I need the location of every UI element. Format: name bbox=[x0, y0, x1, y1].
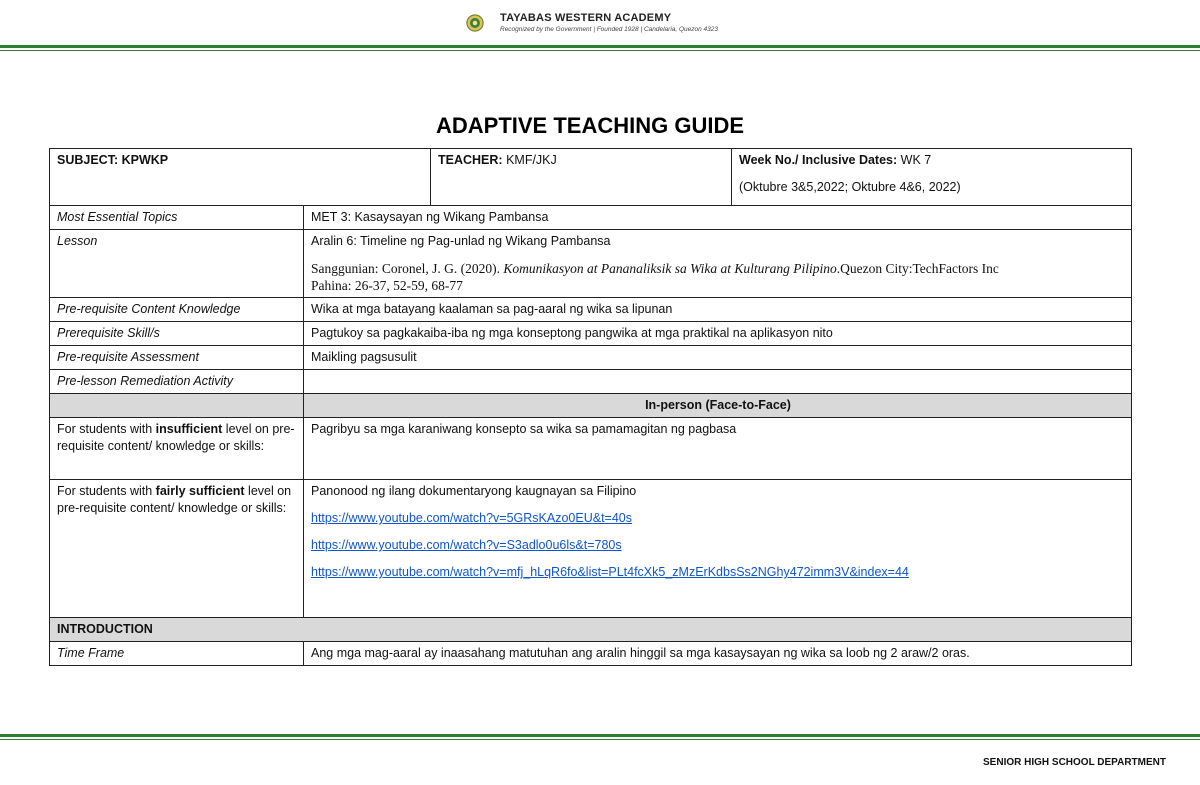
week-label: Week No./ Inclusive Dates: bbox=[739, 153, 898, 167]
page-header bbox=[0, 0, 1200, 60]
fairly-keyword: fairly sufficient bbox=[155, 484, 245, 498]
page-title: ADAPTIVE TEACHING GUIDE bbox=[435, 113, 745, 138]
school-name: TAYABAS WESTERN ACADEMY bbox=[500, 12, 672, 24]
video-link-3[interactable]: https://www.youtube.com/watch?v=mfj_hLqR6fo&list=PLt4fcXk5_zMzErKdbsSs2NGhy472imm3V&index=44 bbox=[311, 565, 909, 579]
table-row bbox=[50, 642, 1132, 666]
row-value: Panonood ng ilang dokumentaryong kaugnayan sa Filipino bbox=[311, 484, 637, 498]
teacher-value: KMF/JKJ bbox=[502, 153, 557, 167]
school-seal-icon bbox=[466, 14, 484, 32]
video-link-2[interactable]: https://www.youtube.com/watch?v=S3adlo0u6ls&t=780s bbox=[311, 538, 622, 552]
teacher-cell bbox=[431, 149, 732, 206]
lesson-source: Sanggunian: Coronel, J. G. (2020). Komunikasyon at Pananaliksik sa Wika at Kulturang Pilipino.Quezon City:TechFactors Inc bbox=[311, 261, 999, 276]
teaching-guide-table bbox=[49, 148, 1132, 666]
modality-blank-cell bbox=[50, 394, 304, 418]
row-value: MET 3: Kasaysayan ng Wikang Pambansa bbox=[304, 206, 1132, 230]
subject-cell bbox=[50, 149, 431, 206]
fairly-value-cell bbox=[304, 480, 1132, 618]
row-value bbox=[304, 370, 1132, 394]
row-value: Pagtukoy sa pagkakaiba-iba ng mga konseptong pangwika at mga praktikal na aplikasyon nito bbox=[304, 322, 1132, 346]
row-value: Ang mga mag-aaral ay inaasahang matutuhan ang aralin hinggil sa mga kasaysayan ng wika sa loob ng 2 araw/2 oras. bbox=[304, 642, 1132, 666]
table-row bbox=[50, 370, 1132, 394]
table-row bbox=[50, 418, 1132, 480]
footer-rule-thin bbox=[0, 739, 1200, 740]
modality-row bbox=[50, 394, 1132, 418]
school-subtitle: Recognized by the Government | Founded 1928 | Candelaria, Quezon 4323 bbox=[500, 26, 719, 33]
subject-label: SUBJECT: KPWKP bbox=[57, 153, 169, 167]
row-label: Most Essential Topics bbox=[50, 206, 304, 230]
row-label: Lesson bbox=[50, 230, 304, 298]
teacher-label: TEACHER: bbox=[438, 153, 503, 167]
row-label: Pre-lesson Remediation Activity bbox=[50, 370, 304, 394]
table-row bbox=[50, 322, 1132, 346]
video-link-1[interactable]: https://www.youtube.com/watch?v=5GRsKAzo0EU&t=40s bbox=[311, 511, 632, 525]
header-rule-thin bbox=[0, 50, 1200, 51]
header-rule-thick bbox=[0, 45, 1200, 48]
row-value: Maikling pagsusulit bbox=[304, 346, 1132, 370]
insufficient-label-cell: For students with insufficient level on pre-requisite content/ knowledge or skills: bbox=[50, 418, 304, 480]
week-value: WK 7 bbox=[897, 153, 932, 167]
row-label: Pre-requisite Assessment bbox=[50, 346, 304, 370]
row-value: Wika at mga batayang kaalaman sa pag-aaral ng wika sa lipunan bbox=[304, 298, 1132, 322]
footer-rule-thick bbox=[0, 734, 1200, 737]
row-label: Prerequisite Skill/s bbox=[50, 322, 304, 346]
table-row bbox=[50, 206, 1132, 230]
table-row bbox=[50, 298, 1132, 322]
row-label: Pre-requisite Content Knowledge bbox=[50, 298, 304, 322]
table-row bbox=[50, 480, 1132, 618]
lesson-title: Aralin 6: Timeline ng Pag-unlad ng Wikang Pambansa bbox=[311, 234, 611, 248]
table-row bbox=[50, 230, 1132, 298]
table-row bbox=[50, 346, 1132, 370]
fairly-label-cell: For students with fairly sufficient level on pre-requisite content/ knowledge or skills: bbox=[50, 480, 304, 618]
row-value: Pagribyu sa mga karaniwang konsepto sa wika sa pamamagitan ng pagbasa bbox=[304, 418, 1132, 480]
week-cell bbox=[732, 149, 1132, 206]
inclusive-dates: (Oktubre 3&5,2022; Oktubre 4&6, 2022) bbox=[739, 180, 961, 194]
row-label: Time Frame bbox=[50, 642, 304, 666]
lesson-pages: Pahina: 26-37, 52-59, 68-77 bbox=[311, 278, 463, 293]
source-book-title: Komunikasyon at Pananaliksik sa Wika at Kulturang Pilipino bbox=[503, 261, 837, 276]
modality-label: In-person (Face-to-Face) bbox=[304, 394, 1132, 418]
insufficient-keyword: insufficient bbox=[155, 422, 223, 436]
section-row-introduction bbox=[50, 618, 1132, 642]
lesson-cell bbox=[304, 230, 1132, 298]
table-row-header-info bbox=[50, 149, 1132, 206]
section-heading: INTRODUCTION bbox=[50, 618, 1132, 642]
department-label: SENIOR HIGH SCHOOL DEPARTMENT bbox=[983, 757, 1166, 768]
